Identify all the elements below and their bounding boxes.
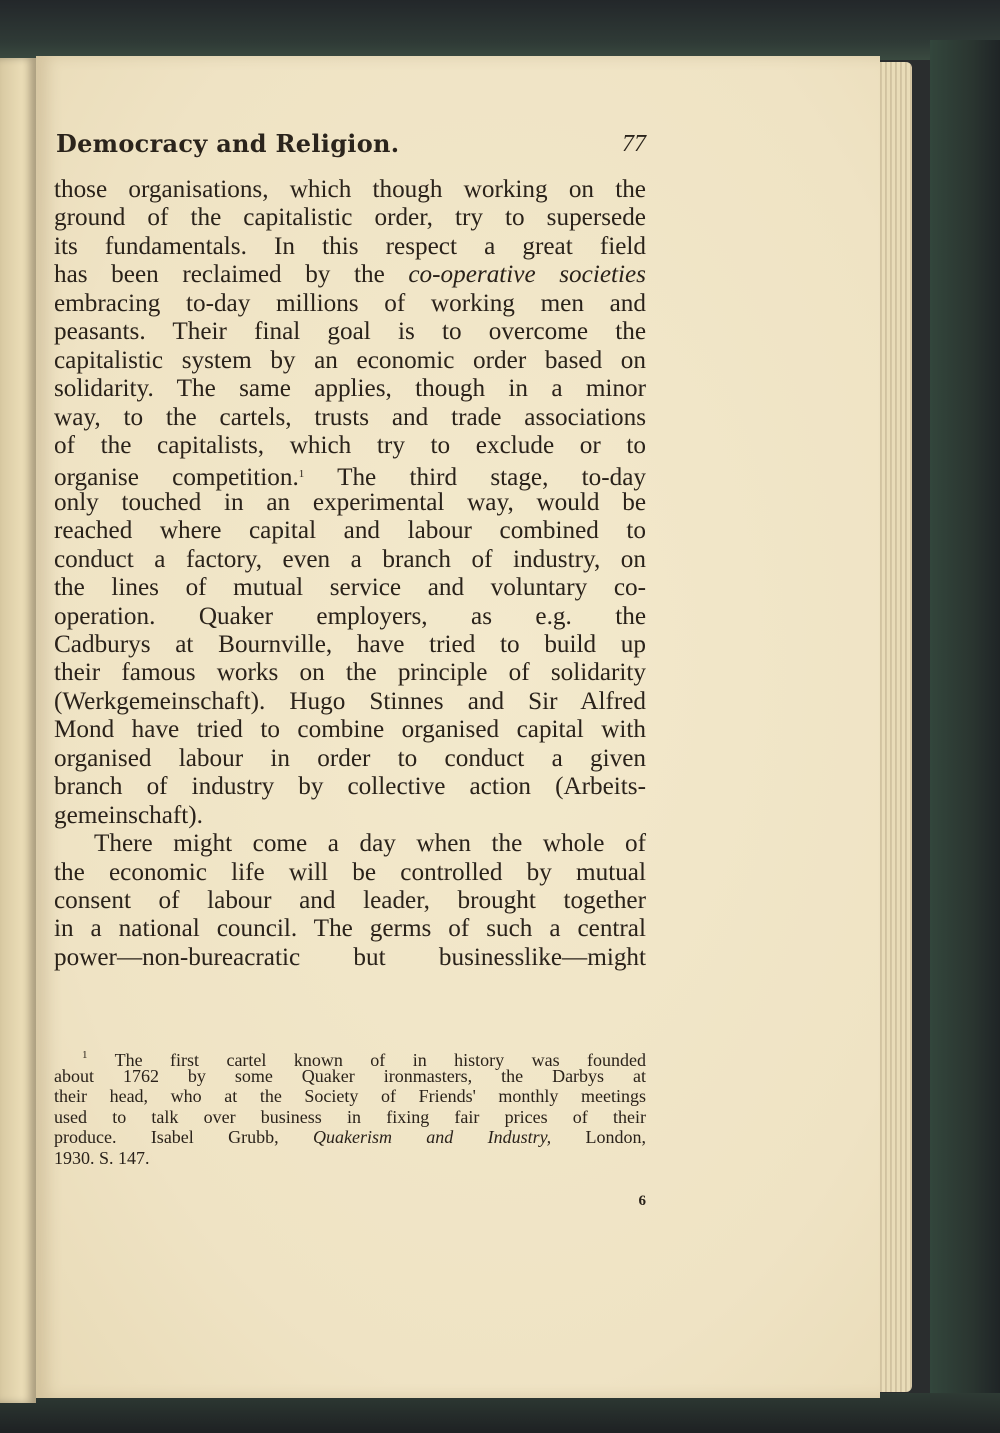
page-number: 77 — [622, 131, 646, 157]
text-line: Cadburys at Bournville, have tried to build up — [54, 631, 646, 658]
text-line: operation. Quaker employers, as e.g. the — [54, 602, 646, 630]
running-head-title: Democracy and Religion. — [56, 129, 400, 158]
text-line: in a national council. The germs of such a central — [54, 915, 646, 943]
text-line: There might come a day when the whole of — [94, 830, 646, 858]
body-text — [54, 176, 646, 972]
book-cover-bottom — [0, 1393, 1000, 1433]
text-line: conduct a factory, even a branch of industry, on — [54, 545, 646, 573]
footnote-line: used to talk over business in fixing fair prices of their — [54, 1106, 646, 1127]
footnote-line: their head, who at the Society of Friends' monthly meetings — [54, 1086, 646, 1106]
footnote-line: about 1762 by some Quaker ironmasters, the Darbys at — [54, 1065, 646, 1086]
text-run: produce. Isabel Grubb, — [54, 1127, 313, 1147]
text-line: peasants. Their final goal is to overcome the — [54, 318, 646, 346]
text-run: organise competition. — [54, 464, 299, 492]
footnote — [54, 1045, 646, 1168]
emphasis-text: co-operative societies — [408, 261, 646, 289]
text-line: those organisations, which though working on the — [54, 176, 646, 203]
text-line: capitalistic system by an economic order based on — [54, 346, 646, 374]
facing-page-edge — [0, 58, 36, 1403]
footnote-marker: 1 — [82, 1049, 88, 1061]
text-line: branch of industry by collective action (Arbeits- — [54, 773, 646, 801]
footnote-marker: 1 — [298, 468, 305, 481]
footnote-line — [54, 1045, 646, 1070]
text-line: their famous works on the principle of solidarity — [54, 659, 646, 687]
text-run: The first cartel known of in history was founded — [87, 1050, 646, 1070]
book-cover-top — [0, 0, 1000, 60]
text-line: the economic life will be controlled by mutual — [54, 858, 646, 886]
text-line: way, to the cartels, trusts and trade associations — [54, 403, 646, 431]
book-cover-right — [930, 40, 1000, 1433]
text-line — [54, 460, 646, 492]
signature-mark: 6 — [638, 1193, 646, 1209]
text-line: ground of the capitalistic order, try to supersede — [54, 204, 646, 232]
text-line — [54, 261, 646, 289]
text-run: has been reclaimed by the — [54, 261, 409, 289]
text-line: only touched in an experimental way, would be — [54, 488, 646, 516]
text-line: consent of labour and leader, brought together — [54, 886, 646, 914]
running-head — [56, 125, 646, 165]
text-line: (Werkgemeinschaft). Hugo Stinnes and Sir Alfred — [54, 687, 646, 715]
text-line: solidarity. The same applies, though in a minor — [54, 375, 646, 403]
text-line: power—non-bureacratic but businesslike—might — [54, 943, 646, 971]
text-line: reached where capital and labour combined to — [54, 517, 646, 545]
text-line: Mond have tried to combine organised capital with — [54, 716, 646, 744]
text-line: its fundamentals. In this respect a great field — [54, 232, 646, 260]
footnote-line: 1930. S. 147. — [54, 1147, 150, 1168]
text-run: The third stage, to-day — [304, 464, 646, 492]
text-line: the lines of mutual service and voluntary co- — [54, 574, 646, 602]
footnote-line — [54, 1127, 646, 1148]
text-run: London, — [551, 1127, 646, 1147]
text-line: gemeinschaft). — [54, 801, 203, 829]
book-title-text: Quakerism and Industry, — [312, 1127, 552, 1147]
text-line: embracing to-day millions of working men and — [54, 289, 646, 317]
text-line: organised labour in order to conduct a given — [54, 744, 646, 772]
text-line: of the capitalists, which try to exclude or to — [54, 431, 646, 459]
